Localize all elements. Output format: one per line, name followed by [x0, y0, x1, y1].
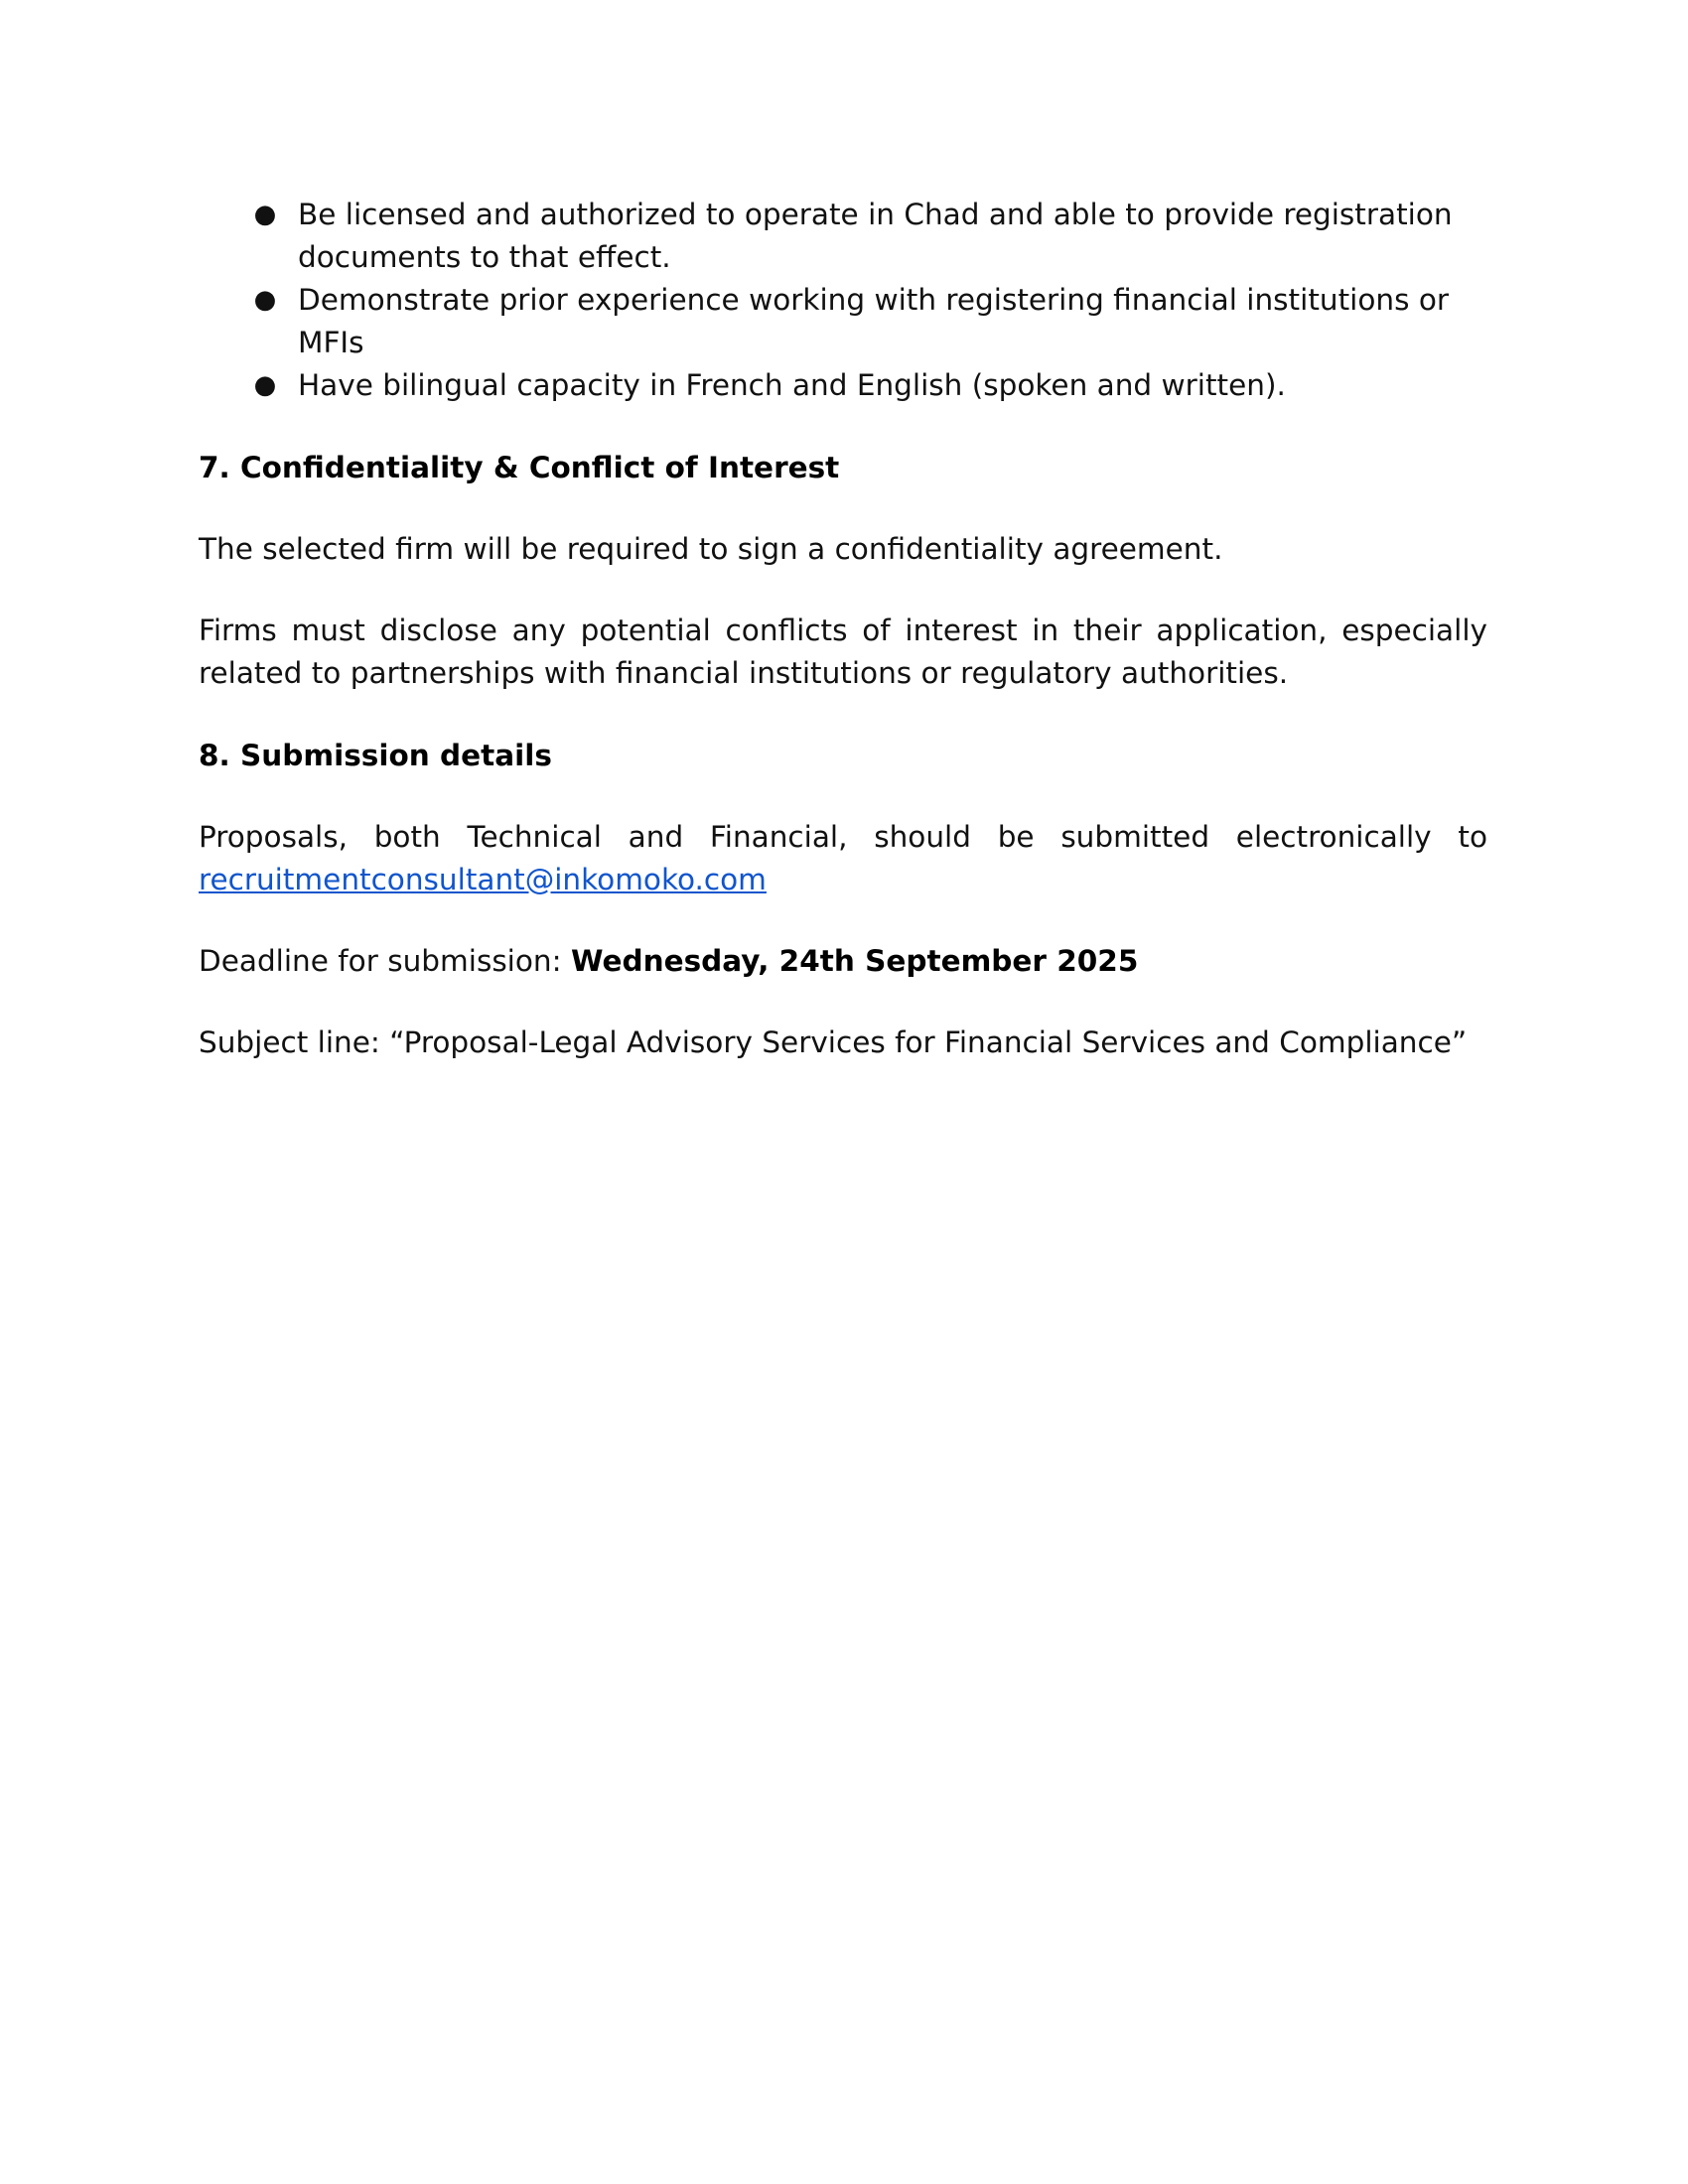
deadline-value: Wednesday, 24th September 2025	[570, 944, 1139, 978]
bullet-icon: ●	[253, 370, 277, 400]
document-page	[199, 194, 1487, 1064]
submission-paragraph	[199, 816, 1487, 901]
requirements-list	[199, 194, 1487, 407]
bullet-icon: ●	[253, 200, 277, 229]
bullet-icon: ●	[253, 285, 277, 315]
list-item	[199, 364, 1487, 407]
deadline-label: Deadline for submission:	[199, 944, 571, 978]
submission-text: Proposals, both Technical and Financial, should be submitted electronically to	[199, 820, 1487, 854]
list-item-text: Have bilingual capacity in French and English (spoken and written).	[298, 368, 1286, 402]
section-heading-confidentiality: 7. Confidentiality & Conflict of Interest	[199, 451, 840, 484]
section-heading-submission: 8. Submission details	[199, 739, 552, 772]
conflict-of-interest-paragraph: Firms must disclose any potential conflicts of interest in their application, especially related to partnerships with financial institutions or regulatory authorities.	[199, 614, 1487, 690]
deadline-paragraph	[199, 940, 1487, 983]
list-item	[199, 194, 1487, 279]
list-item-text: Be licensed and authorized to operate in Chad and able to provide registration documents to that effect.	[298, 198, 1453, 274]
subject-line-paragraph: Subject line: “Proposal-Legal Advisory Services for Financial Services and Compliance”	[199, 1025, 1468, 1059]
confidentiality-paragraph: The selected firm will be required to sign a confidentiality agreement.	[199, 532, 1223, 566]
email-link[interactable]: recruitmentconsultant@inkomoko.com	[199, 863, 767, 896]
list-item-text: Demonstrate prior experience working with registering financial institutions or MFIs	[298, 283, 1450, 359]
list-item	[199, 279, 1487, 364]
